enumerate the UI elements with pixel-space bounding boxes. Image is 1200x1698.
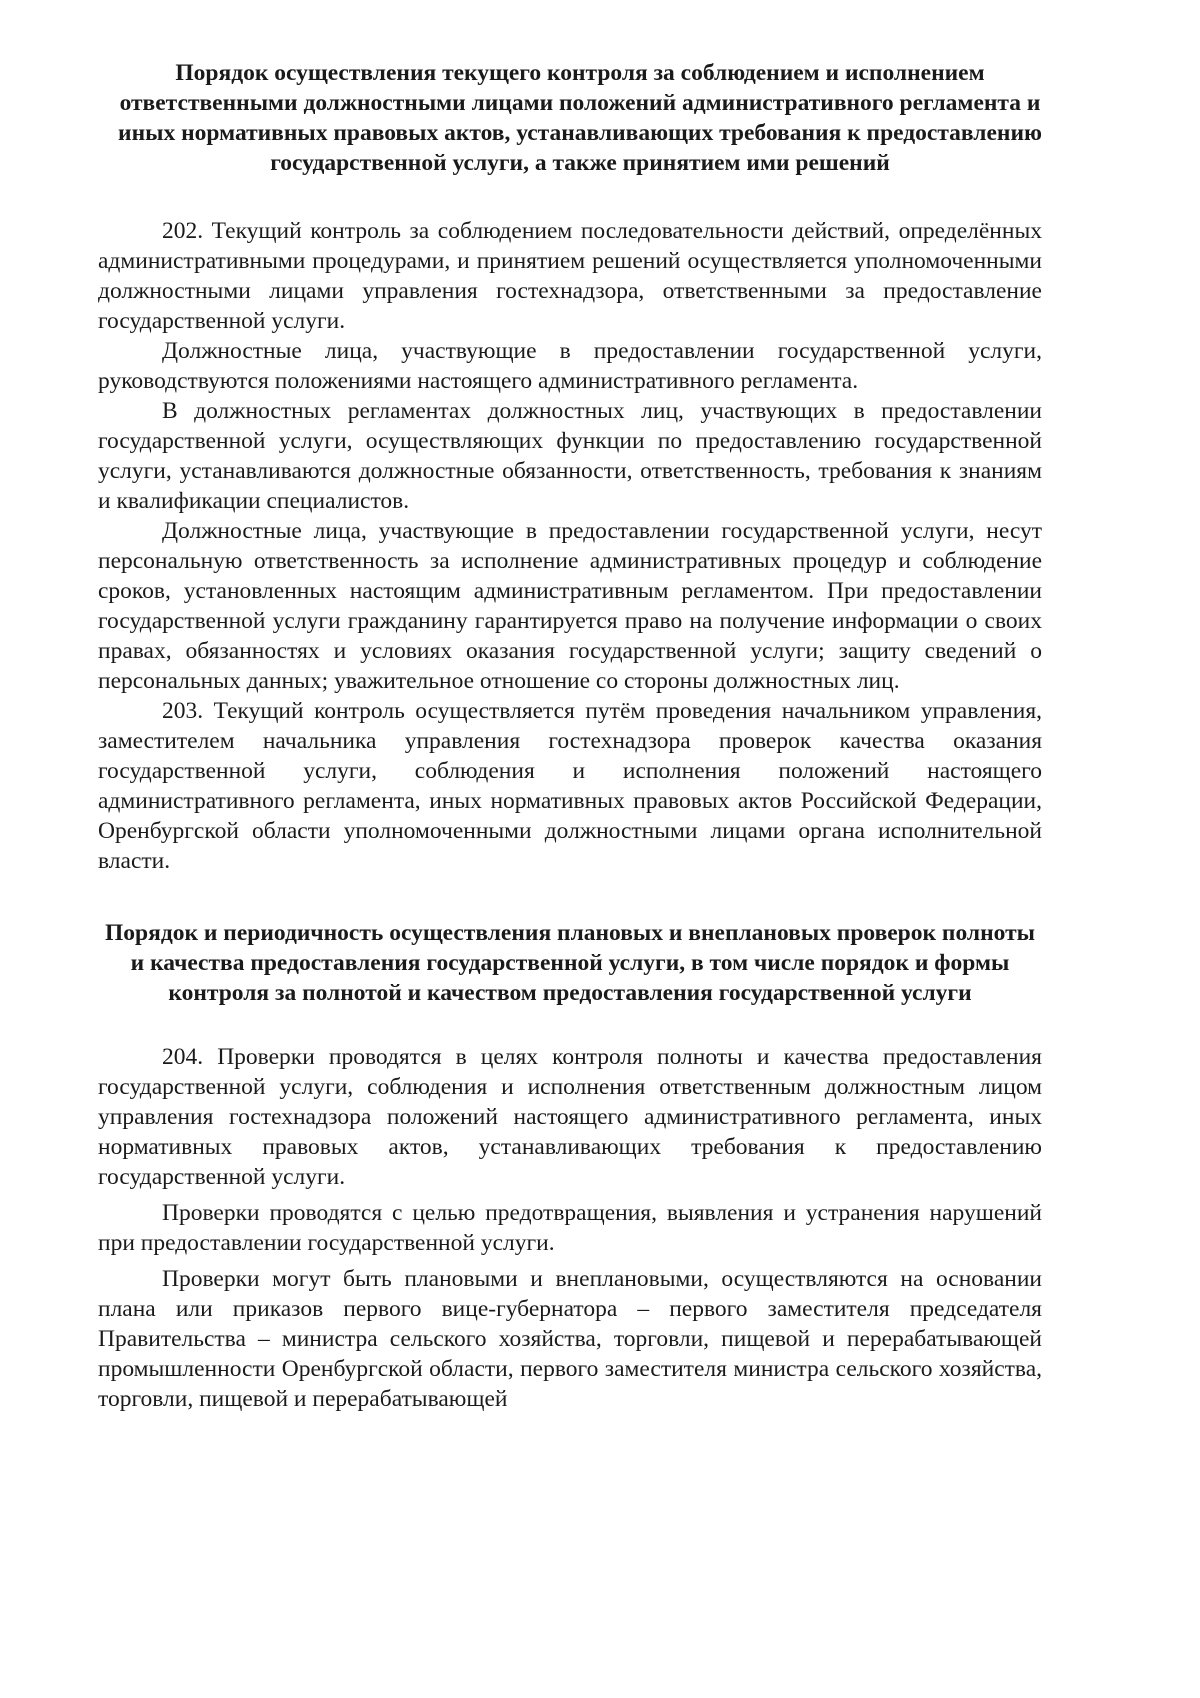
document-content: [98, 58, 1042, 1414]
paragraph-203: 203. Текущий контроль осуществляется путём проведения начальником управления, заместителем начальника управления гостехнадзора проверок качества оказания государственной услуги, соблюдения и исполнения положений настоящего административного регламента, иных нормативных правовых актов Российской Федерации, Оренбургской области уполномоченными должностными лицами органа исполнительной власти.: [98, 698, 1042, 874]
paragraph-job-regulations: В должностных регламентах должностных лиц, участвующих в предоставлении государственной услуги, осуществляющих функции по предоставлению государственной услуги, устанавливаются должностные обязанности, ответственность, требования к знаниям и квалификации специалистов.: [98, 398, 1042, 514]
paragraph-204: 204. Проверки проводятся в целях контроля полноты и качества предоставления государственной услуги, соблюдения и исполнения ответственным должностным лицом управления гостехнадзора положений настоящего административного регламента, иных нормативных правовых актов, устанавливающих требования к предоставлению государственной услуги.: [98, 1044, 1042, 1190]
paragraph-officials-guided: Должностные лица, участвующие в предоставлении государственной услуги, руководствуются положениями настоящего административного регламента.: [98, 338, 1042, 394]
section-body-inspections: [98, 1042, 1042, 1414]
section-heading-current-control: Порядок осуществления текущего контроля за соблюдением и исполнением ответственными должностными лицами положений административного регламента и иных нормативных правовых актов, устанавливающих требования к предоставлению государственной услуги, а также принятием ими решений: [118, 60, 1042, 176]
paragraph-inspection-types: Проверки могут быть плановыми и внеплановыми, осуществляются на основании плана или приказов первого вице-губернатора – первого заместителя председателя Правительства – министра сельского хозяйства, торговли, пищевой и перерабатывающей промышленности Оренбургской области, первого заместителя министра сельского хозяйства, торговли, пищевой и перерабатывающей: [98, 1266, 1042, 1412]
paragraph-personal-responsibility: Должностные лица, участвующие в предоставлении государственной услуги, несут персональную ответственность за исполнение административных процедур и соблюдение сроков, установленных настоящим административным регламентом. При предоставлении государственной услуги гражданину гарантируется право на получение информации о своих правах, обязанностях и условиях оказания государственной услуги; защиту сведений о персональных данных; уважительное отношение со стороны должностных лиц.: [98, 518, 1042, 694]
paragraph-inspection-purpose: Проверки проводятся с целью предотвращения, выявления и устранения нарушений при предоставлении государственной услуги.: [98, 1200, 1042, 1256]
section-body-current-control: [98, 216, 1042, 876]
paragraph-202: 202. Текущий контроль за соблюдением последовательности действий, определённых административными процедурами, и принятием решений осуществляется уполномоченными должностными лицами управления гостехнадзора, ответственными за предоставление государственной услуги.: [98, 218, 1042, 334]
section-heading-inspections: Порядок и периодичность осуществления плановых и внеплановых проверок полноты и качества предоставления государственной услуги, в том числе порядок и формы контроля за полнотой и качеством предоставления государственной услуги: [105, 920, 1035, 1006]
